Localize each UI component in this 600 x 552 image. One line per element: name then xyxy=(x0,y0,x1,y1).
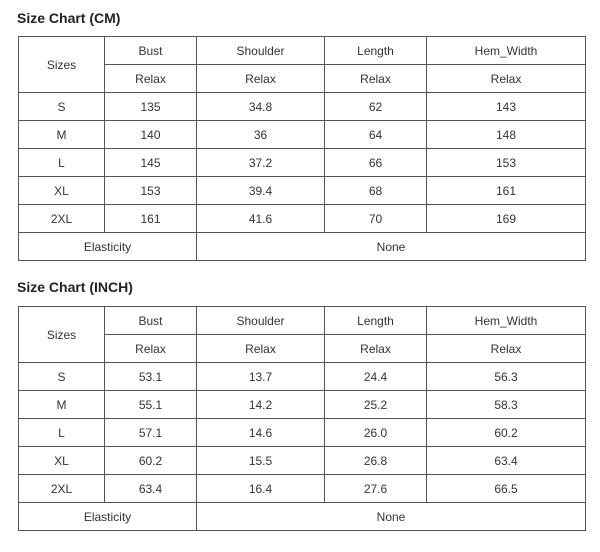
elasticity-value: None xyxy=(197,233,586,261)
hem-width-value: 153 xyxy=(427,149,586,177)
length-value: 26.8 xyxy=(325,447,427,475)
hem-width-value: 56.3 xyxy=(427,363,586,391)
sizes-header: Sizes xyxy=(19,307,105,363)
shoulder-value: 39.4 xyxy=(197,177,325,205)
table-row xyxy=(19,419,586,447)
column-header-bust: Bust xyxy=(105,37,197,65)
length-value: 64 xyxy=(325,121,427,149)
elasticity-row xyxy=(19,503,586,531)
bust-value: 140 xyxy=(105,121,197,149)
table-row xyxy=(19,177,586,205)
length-value: 24.4 xyxy=(325,363,427,391)
length-value: 26.0 xyxy=(325,419,427,447)
fit-label: Relax xyxy=(105,65,197,93)
size-label: S xyxy=(19,93,105,121)
shoulder-value: 34.8 xyxy=(197,93,325,121)
length-value: 25.2 xyxy=(325,391,427,419)
hem-width-value: 148 xyxy=(427,121,586,149)
fit-label: Relax xyxy=(427,335,586,363)
hem-width-value: 63.4 xyxy=(427,447,586,475)
column-header-hem-width: Hem_Width xyxy=(427,37,586,65)
column-header-shoulder: Shoulder xyxy=(197,37,325,65)
shoulder-value: 14.2 xyxy=(197,391,325,419)
bust-value: 55.1 xyxy=(105,391,197,419)
table-row xyxy=(19,149,586,177)
bust-value: 161 xyxy=(105,205,197,233)
bust-value: 63.4 xyxy=(105,475,197,503)
shoulder-value: 13.7 xyxy=(197,363,325,391)
size-label: S xyxy=(19,363,105,391)
fit-label: Relax xyxy=(427,65,586,93)
hem-width-value: 143 xyxy=(427,93,586,121)
hem-width-value: 169 xyxy=(427,205,586,233)
length-value: 66 xyxy=(325,149,427,177)
header-row xyxy=(19,37,586,65)
size-label: M xyxy=(19,391,105,419)
size-chart-cm-table xyxy=(18,36,586,261)
table-row xyxy=(19,447,586,475)
size-label: 2XL xyxy=(19,475,105,503)
column-header-length: Length xyxy=(325,307,427,335)
shoulder-value: 36 xyxy=(197,121,325,149)
bust-value: 135 xyxy=(105,93,197,121)
fit-label: Relax xyxy=(325,65,427,93)
size-chart-cm-title: Size Chart (CM) xyxy=(17,10,121,26)
shoulder-value: 37.2 xyxy=(197,149,325,177)
subheader-row xyxy=(19,65,586,93)
header-row xyxy=(19,307,586,335)
shoulder-value: 15.5 xyxy=(197,447,325,475)
sizes-header: Sizes xyxy=(19,37,105,93)
size-chart-inch-table xyxy=(18,306,586,531)
bust-value: 57.1 xyxy=(105,419,197,447)
length-value: 62 xyxy=(325,93,427,121)
column-header-bust: Bust xyxy=(105,307,197,335)
table-row xyxy=(19,205,586,233)
fit-label: Relax xyxy=(197,65,325,93)
length-value: 70 xyxy=(325,205,427,233)
shoulder-value: 14.6 xyxy=(197,419,325,447)
hem-width-value: 60.2 xyxy=(427,419,586,447)
hem-width-value: 66.5 xyxy=(427,475,586,503)
shoulder-value: 41.6 xyxy=(197,205,325,233)
size-chart-inch-title: Size Chart (INCH) xyxy=(17,279,133,295)
table-row xyxy=(19,121,586,149)
bust-value: 53.1 xyxy=(105,363,197,391)
size-label: M xyxy=(19,121,105,149)
fit-label: Relax xyxy=(325,335,427,363)
hem-width-value: 161 xyxy=(427,177,586,205)
elasticity-label: Elasticity xyxy=(19,503,197,531)
size-label: XL xyxy=(19,177,105,205)
table-row xyxy=(19,93,586,121)
hem-width-value: 58.3 xyxy=(427,391,586,419)
length-value: 27.6 xyxy=(325,475,427,503)
bust-value: 153 xyxy=(105,177,197,205)
column-header-hem-width: Hem_Width xyxy=(427,307,586,335)
size-label: L xyxy=(19,149,105,177)
elasticity-row xyxy=(19,233,586,261)
table-row xyxy=(19,475,586,503)
size-label: L xyxy=(19,419,105,447)
size-label: 2XL xyxy=(19,205,105,233)
fit-label: Relax xyxy=(197,335,325,363)
subheader-row xyxy=(19,335,586,363)
column-header-shoulder: Shoulder xyxy=(197,307,325,335)
table-row xyxy=(19,391,586,419)
bust-value: 60.2 xyxy=(105,447,197,475)
bust-value: 145 xyxy=(105,149,197,177)
fit-label: Relax xyxy=(105,335,197,363)
column-header-length: Length xyxy=(325,37,427,65)
elasticity-value: None xyxy=(197,503,586,531)
length-value: 68 xyxy=(325,177,427,205)
shoulder-value: 16.4 xyxy=(197,475,325,503)
size-label: XL xyxy=(19,447,105,475)
table-row xyxy=(19,363,586,391)
elasticity-label: Elasticity xyxy=(19,233,197,261)
